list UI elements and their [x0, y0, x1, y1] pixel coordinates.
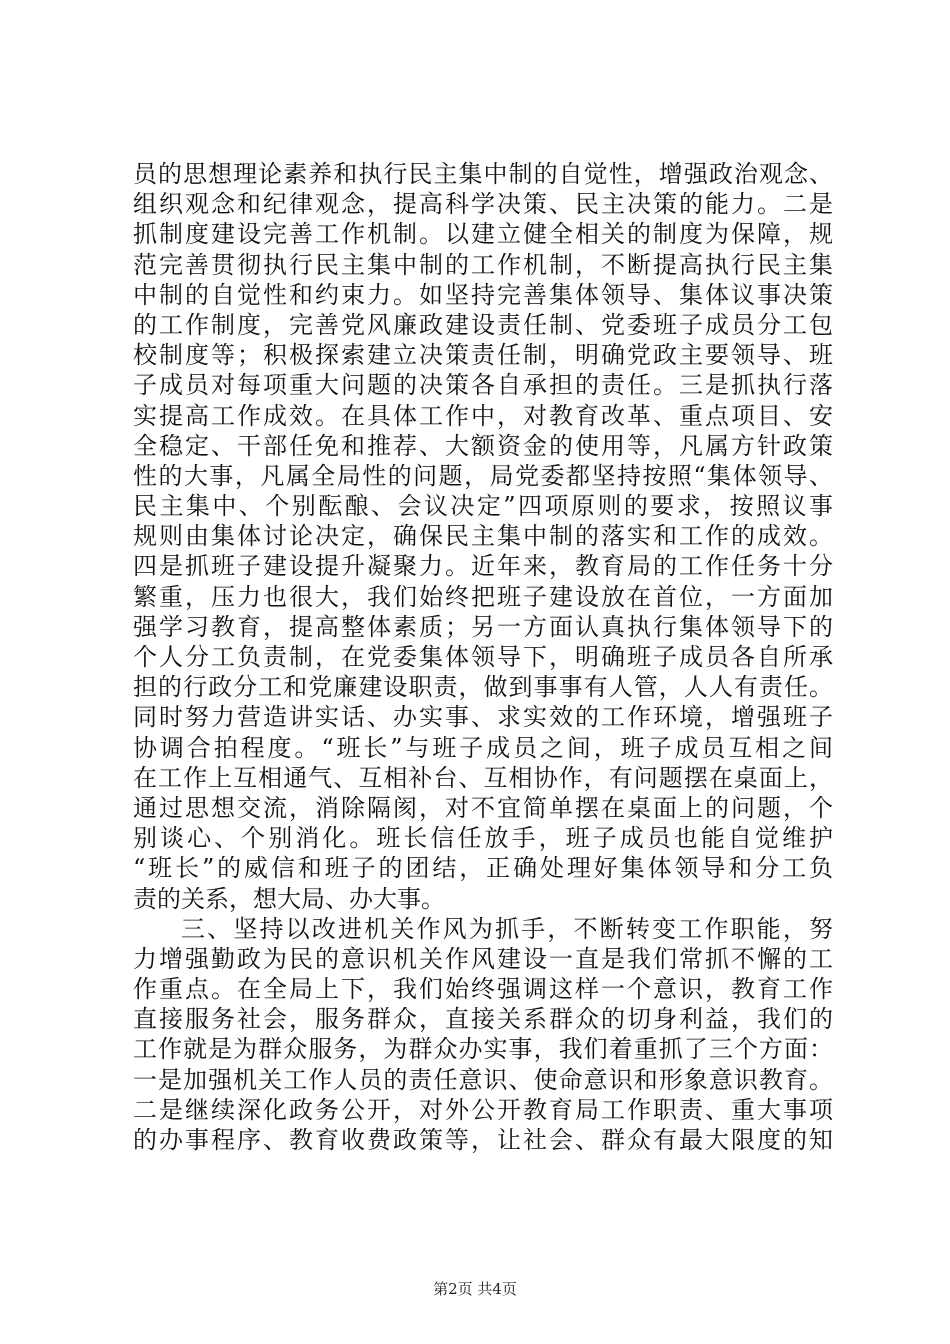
text-line: 二是继续深化政务公开，对外公开教育局工作职责、重大事项: [133, 1095, 833, 1124]
text-line: 校制度等；积极探索建立决策责任制，明确党政主要领导、班: [133, 341, 833, 370]
text-line: 性的大事，凡属全局性的问题，局党委都坚持按照“集体领导、: [133, 461, 833, 490]
text-line: 四是抓班子建设提升凝聚力。近年来，教育局的工作任务十分: [133, 552, 833, 581]
text-line: 直接服务社会，服务群众，直接关系群众的切身利益，我们的: [133, 1005, 833, 1034]
text-line: 中制的自觉性和约束力。如坚持完善集体领导、集体议事决策: [133, 280, 833, 309]
text-line: 协调合拍程度。“班长”与班子成员之间，班子成员互相之间: [133, 733, 833, 762]
text-line: 在工作上互相通气、互相补台、互相协作，有问题摆在桌面上，: [133, 763, 833, 792]
text-line: 强学习教育，提高整体素质；另一方面认真执行集体领导下的: [133, 612, 833, 641]
paragraph-start-line: 三、坚持以改进机关作风为抓手，不断转变工作职能，努: [181, 914, 833, 943]
text-line: 范完善贯彻执行民主集中制的工作机制，不断提高执行民主集: [133, 250, 833, 279]
text-line: 的工作制度，完善党风廉政建设责任制、党委班子成员分工包: [133, 310, 833, 339]
text-line: 规则由集体讨论决定，确保民主集中制的落实和工作的成效。: [133, 522, 833, 551]
text-line: 作重点。在全局上下，我们始终强调这样一个意识，教育工作: [133, 975, 833, 1004]
text-line: 的办事程序、教育收费政策等，让社会、群众有最大限度的知: [133, 1126, 833, 1154]
text-line: 别谈心、个别消化。班长信任放手，班子成员也能自觉维护: [133, 824, 833, 853]
text-line: 繁重，压力也很大，我们始终把班子建设放在首位，一方面加: [133, 582, 833, 611]
text-line: 抓制度建设完善工作机制。以建立健全相关的制度为保障，规: [133, 220, 833, 249]
text-line: 担的行政分工和党廉建设职责，做到事事有人管，人人有责任。: [133, 673, 833, 702]
body-text: [133, 159, 833, 1155]
page-footer: [0, 1279, 950, 1299]
text-line: 个人分工负责制，在党委集体领导下，明确班子成员各自所承: [133, 643, 833, 671]
text-line: 民主集中、个别酝酿、会议决定”四项原则的要求，按照议事: [133, 492, 833, 521]
text-line: 子成员对每项重大问题的决策各自承担的责任。三是抓执行落: [133, 371, 833, 400]
text-line: 力增强勤政为民的意识机关作风建设一直是我们常抓不懈的工: [133, 944, 833, 973]
text-line: 组织观念和纪律观念，提高科学决策、民主决策的能力。二是: [133, 190, 833, 219]
text-line: 工作就是为群众服务，为群众办实事，我们着重抓了三个方面：: [133, 1035, 833, 1064]
text-line: “班长”的威信和班子的团结，正确处理好集体领导和分工负: [133, 854, 833, 883]
text-line: 责的关系，想大局、办大事。: [133, 884, 445, 913]
text-line: 员的思想理论素养和执行民主集中制的自觉性，增强政治观念、: [133, 160, 833, 188]
text-line: 同时努力营造讲实话、办实事、求实效的工作环境，增强班子: [133, 703, 833, 732]
text-line: 一是加强机关工作人员的责任意识、使命意识和形象意识教育。: [133, 1065, 833, 1094]
text-line: 全稳定、干部任免和推荐、大额资金的使用等，凡属方针政策: [133, 431, 833, 460]
text-line: 实提高工作成效。在具体工作中，对教育改革、重点项目、安: [133, 401, 833, 430]
text-line: 通过思想交流，消除隔阂，对不宜简单摆在桌面上的问题，个: [133, 793, 833, 822]
page-number-label: 第2页 共4页: [433, 1280, 517, 1298]
